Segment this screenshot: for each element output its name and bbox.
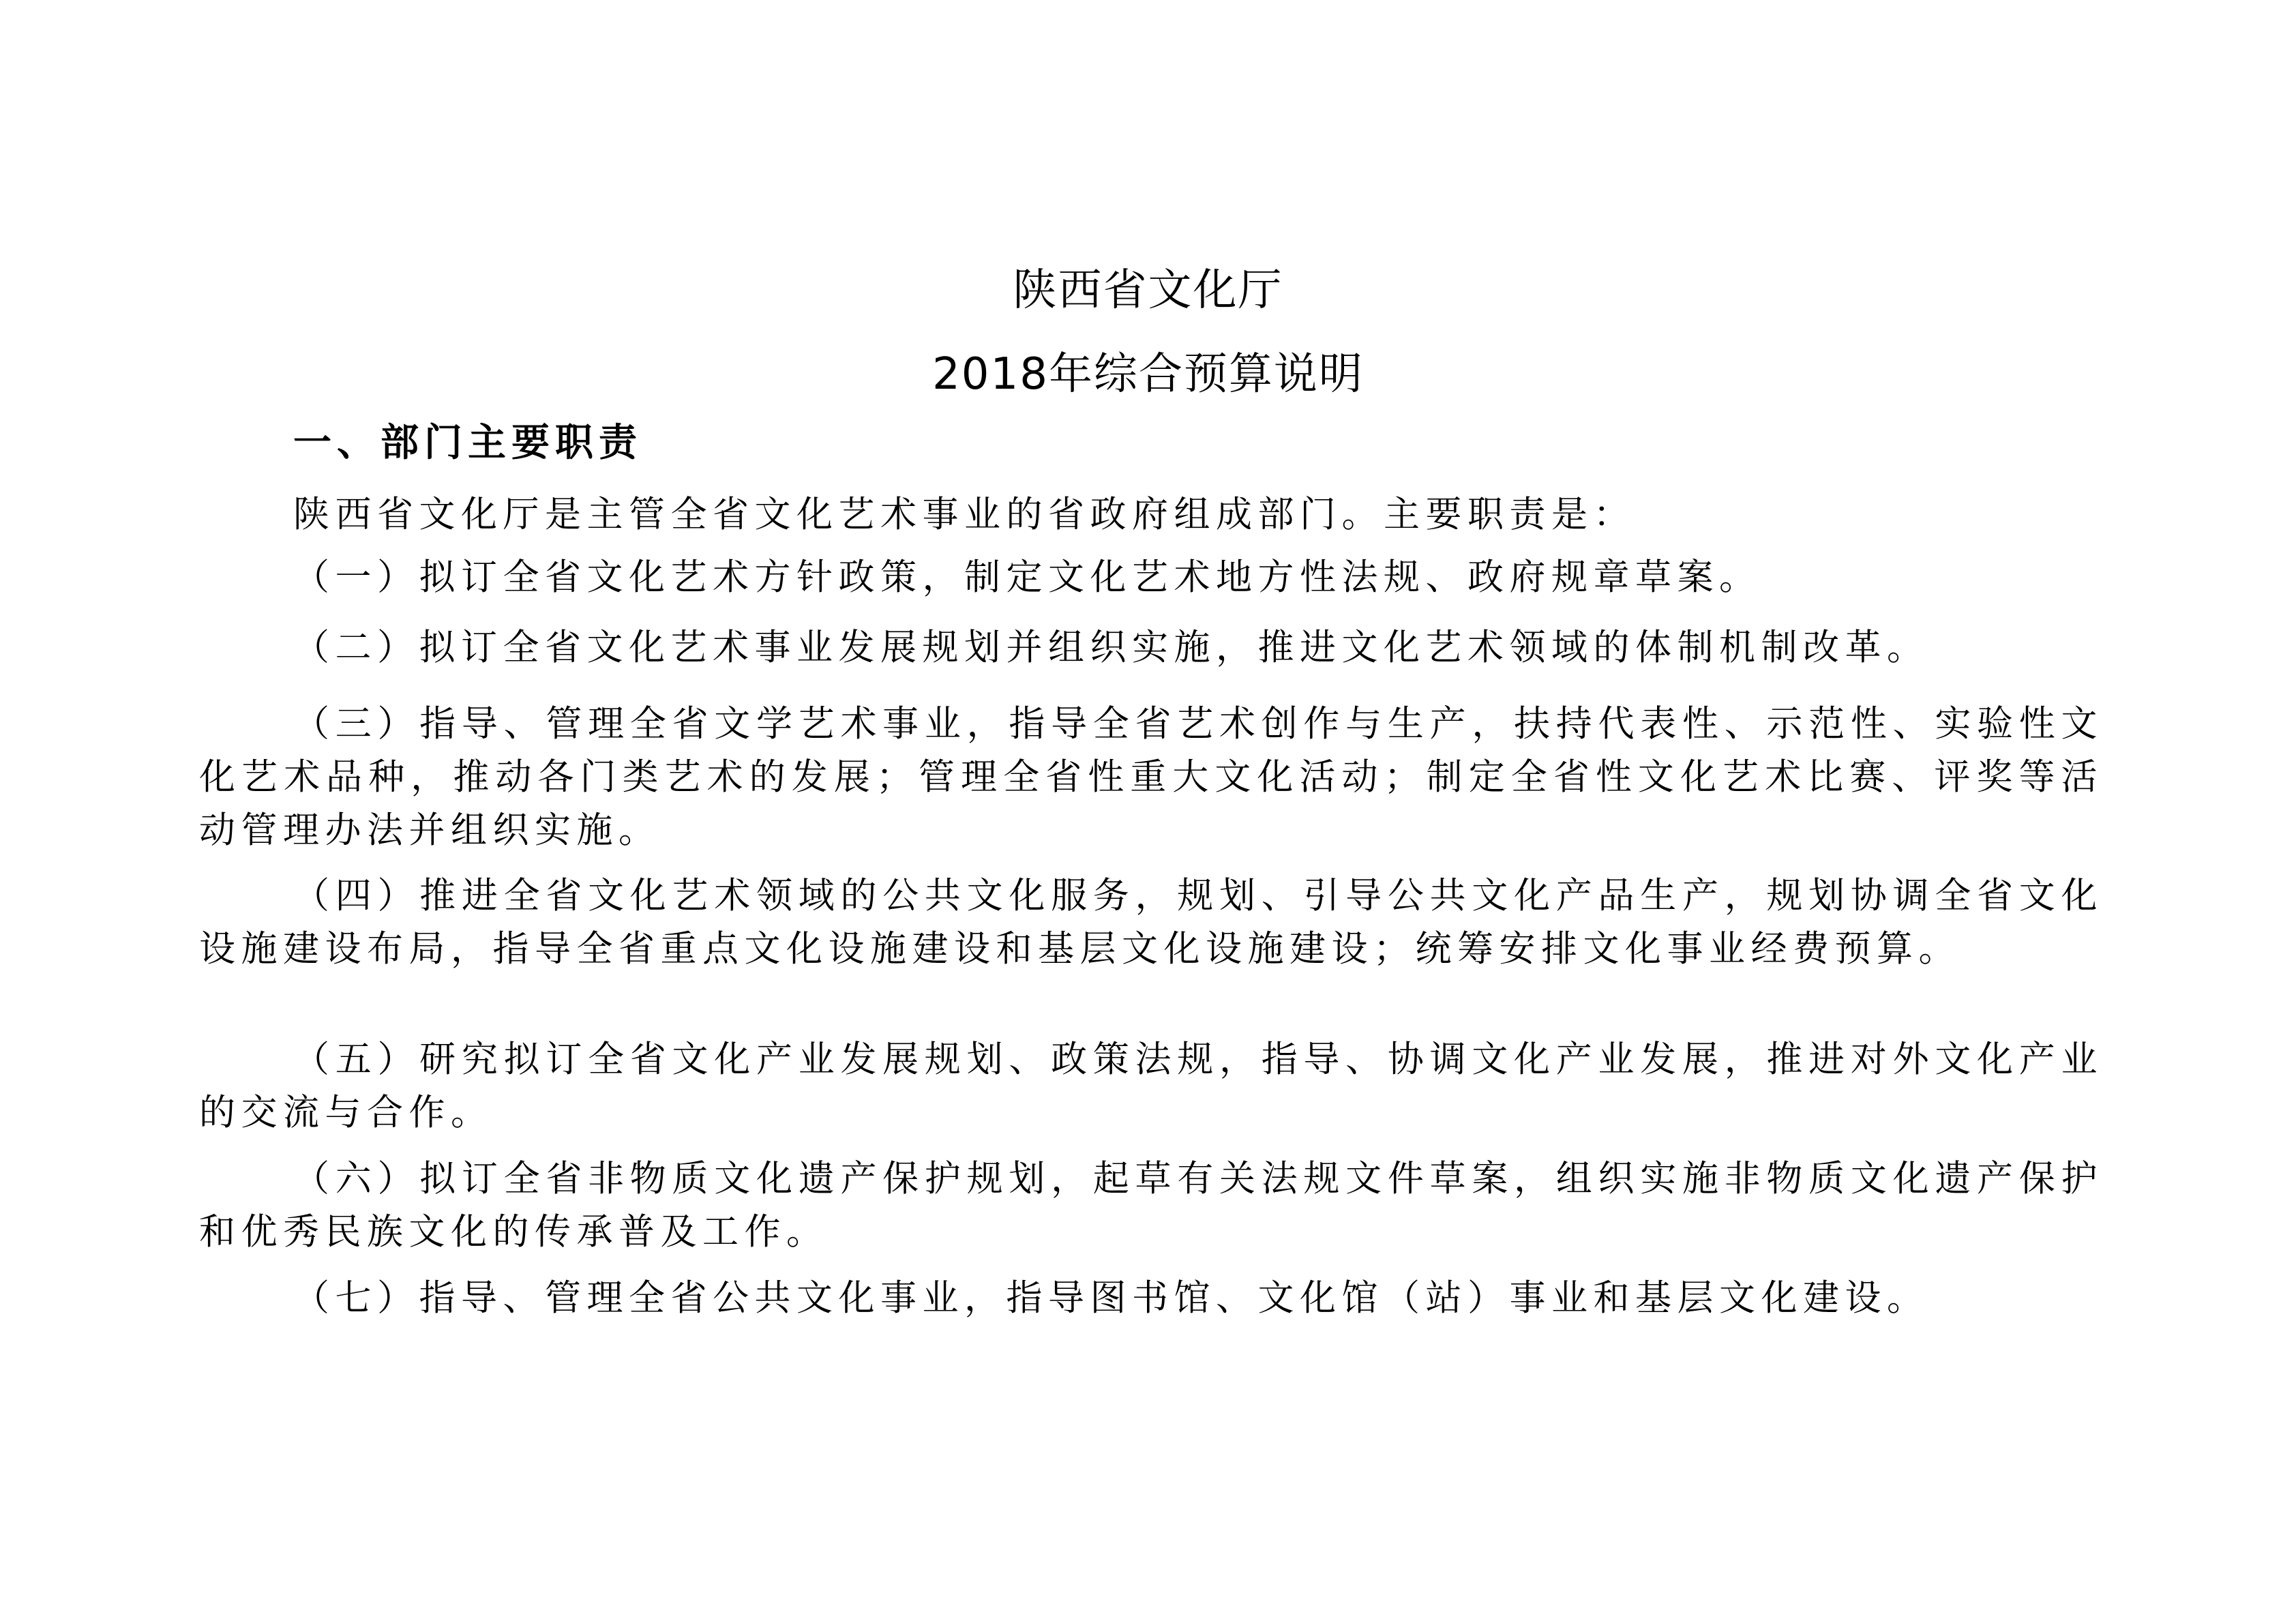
document-title: 陕西省文化厅 [1013,265,1283,316]
duty-paragraph-1: （一）拟订全省文化艺术方针政策，制定文化艺术地方性法规、政府规章草案。 [293,556,1761,598]
duty-paragraph-3: （三）指导、管理全省文学艺术事业，指导全省艺术创作与生产，扶持代表性、示范性、实验性文化艺术品种，推动各门类艺术的发展；管理全省性重大文化活动；制定全省性文化艺术比赛、评奖等活动管理办法并组织实施。 [199,703,2103,851]
section-heading: 一、部门主要职责 [293,421,642,465]
duty-paragraph-6: （六）拟订全省非物质文化遗产保护规划，起草有关法规文件草案，组织实施非物质文化遗产保护和优秀民族文化的传承普及工作。 [199,1158,2103,1253]
intro-paragraph: 陕西省文化厅是主管全省文化艺术事业的省政府组成部门。主要职责是： [293,494,1635,535]
duty-paragraph-7: （七）指导、管理全省公共文化事业，指导图书馆、文化馆（站）事业和基层文化建设。 [293,1277,1929,1319]
duty-paragraph-4: （四）推进全省文化艺术领域的公共文化服务，规划、引导公共文化产品生产，规划协调全省文化设施建设布局，指导全省重点文化设施建设和基层文化设施建设；统筹安排文化事业经费预算。 [199,875,2103,970]
duty-paragraph-5: （五）研究拟订全省文化产业发展规划、政策法规，指导、协调文化产业发展，推进对外文化产业的交流与合作。 [199,1039,2103,1133]
document-subtitle: 2018年综合预算说明 [932,349,1364,400]
duty-paragraph-2: （二）拟订全省文化艺术事业发展规划并组织实施，推进文化艺术领域的体制机制改革。 [293,627,1929,668]
